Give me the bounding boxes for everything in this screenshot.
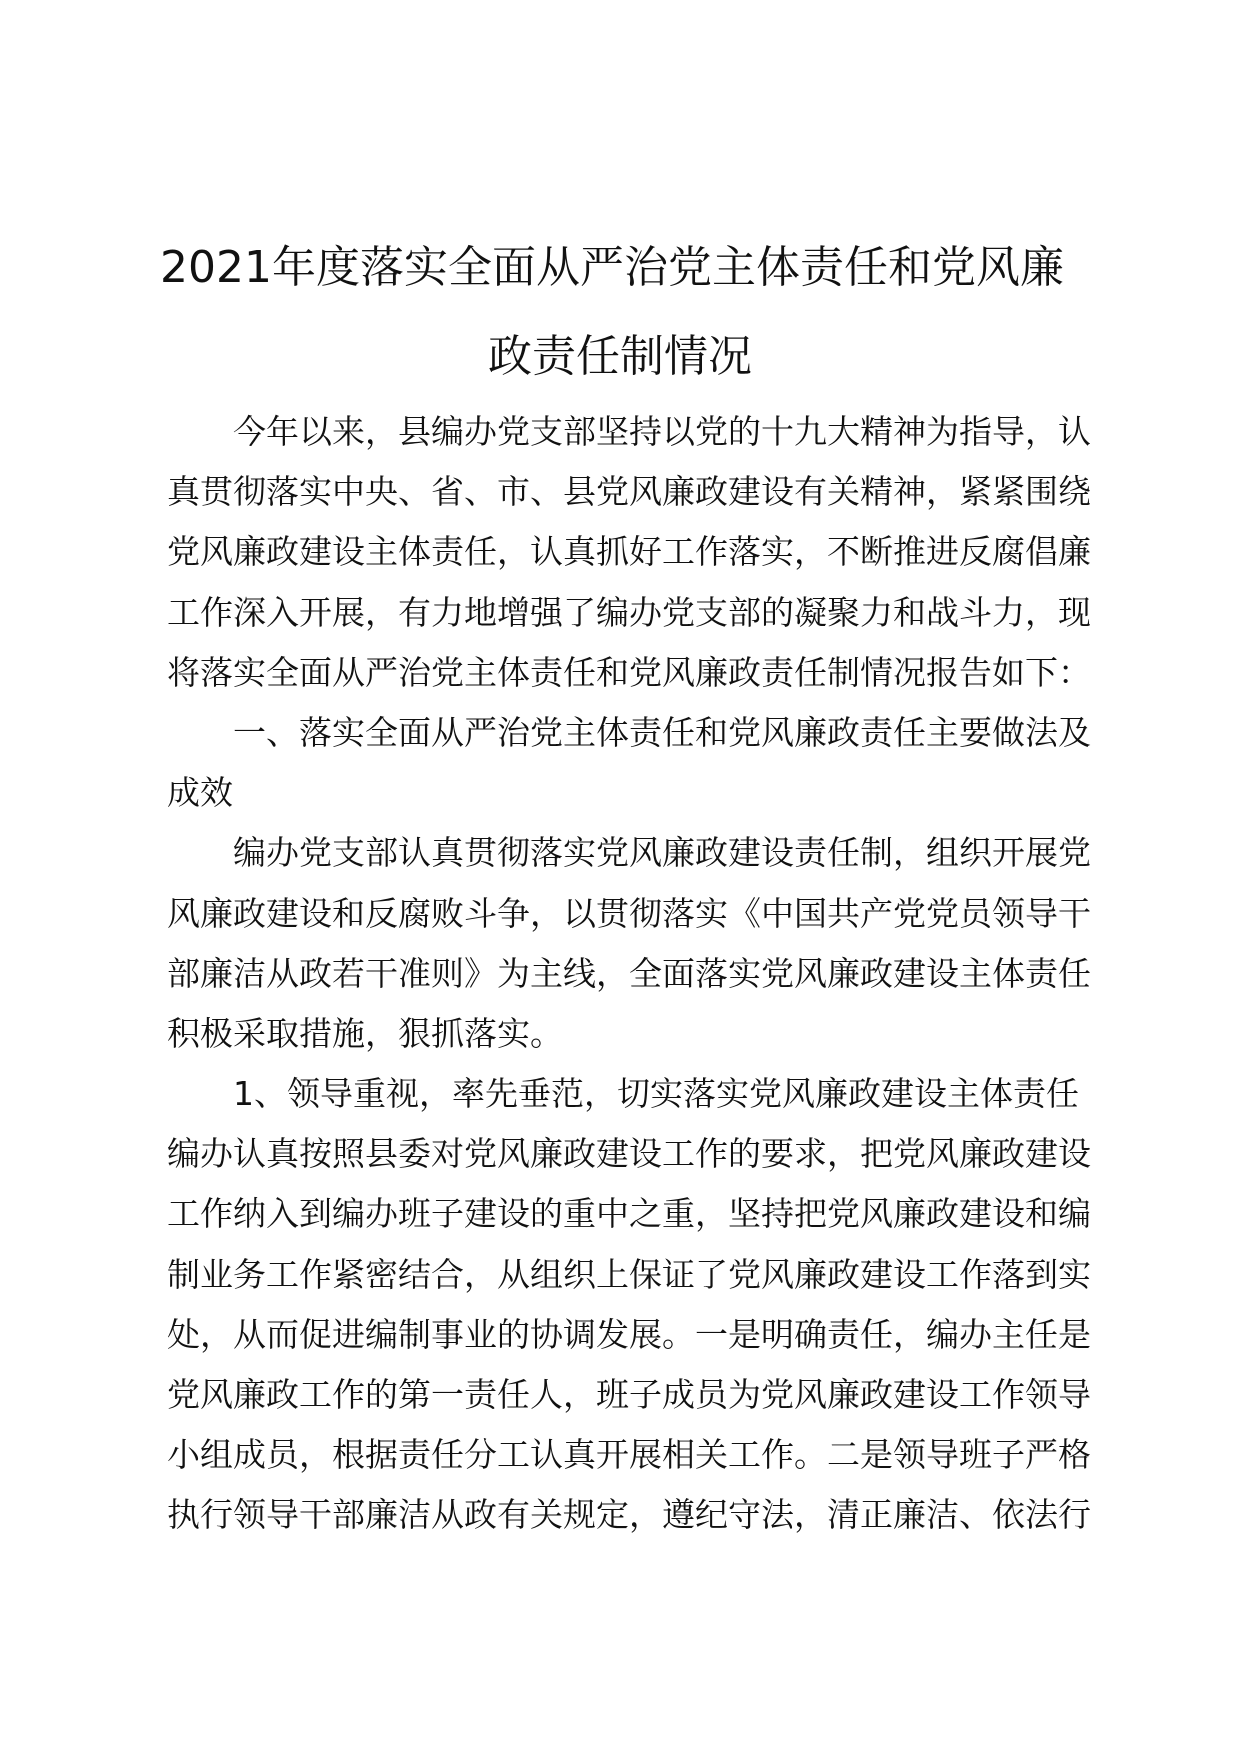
paragraph-line: 处，从而促进编制事业的协调发展。一是明确责任，编办主任是 (167, 1314, 1091, 1354)
paragraph-line: 风廉政建设和反腐败斗争，以贯彻落实《中国共产党党员领导干 (167, 893, 1091, 933)
title-line-1: 2021年度落实全面从严治党主体责任和党风廉 (160, 242, 1064, 293)
paragraph-line: 工作深入开展，有力地增强了编办党支部的凝聚力和战斗力，现 (167, 592, 1091, 632)
paragraph-line: 制业务工作紧密结合，从组织上保证了党风廉政建设工作落到实 (167, 1254, 1091, 1294)
paragraph-line: 真贯彻落实中央、省、市、县党风廉政建设有关精神，紧紧围绕 (167, 472, 1091, 512)
section-heading-line: 一、落实全面从严治党主体责任和党风廉政责任主要做法及 (233, 712, 1091, 752)
document-body (167, 402, 1107, 1546)
paragraph-line: 党风廉政工作的第一责任人，班子成员为党风廉政建设工作领导 (167, 1375, 1091, 1414)
section-heading-line: 成效 (167, 773, 233, 813)
paragraph-line: 小组成员，根据责任分工认真开展相关工作。二是领导班子严格 (167, 1435, 1091, 1475)
paragraph-line: 部廉洁从政若干准则》为主线，全面落实党风廉政建设主体责任 (167, 953, 1091, 993)
paragraph-line: 执行领导干部廉洁从政有关规定，遵纪守法，清正廉洁、依法行 (167, 1495, 1091, 1535)
paragraph-line: 积极采取措施，狠抓落实。 (167, 1013, 563, 1053)
paragraph-line: 今年以来，县编办党支部坚持以党的十九大精神为指导，认 (233, 412, 1091, 451)
paragraph-line: 编办认真按照县委对党风廉政建设工作的要求，把党风廉政建设 (167, 1134, 1091, 1174)
paragraph-line: 工作纳入到编办班子建设的重中之重，坚持把党风廉政建设和编 (167, 1194, 1091, 1234)
title-line-2: 政责任制情况 (488, 331, 752, 382)
paragraph-line: 党风廉政建设主体责任，认真抓好工作落实，不断推进反腐倡廉 (167, 532, 1091, 572)
paragraph-line: 编办党支部认真贯彻落实党风廉政建设责任制，组织开展党 (233, 833, 1091, 873)
subsection-heading-line: 1、领导重视，率先垂范，切实落实党风廉政建设主体责任 (233, 1074, 1079, 1114)
paragraph-line: 将落实全面从严治党主体责任和党风廉政责任制情况报告如下： (167, 652, 1091, 692)
